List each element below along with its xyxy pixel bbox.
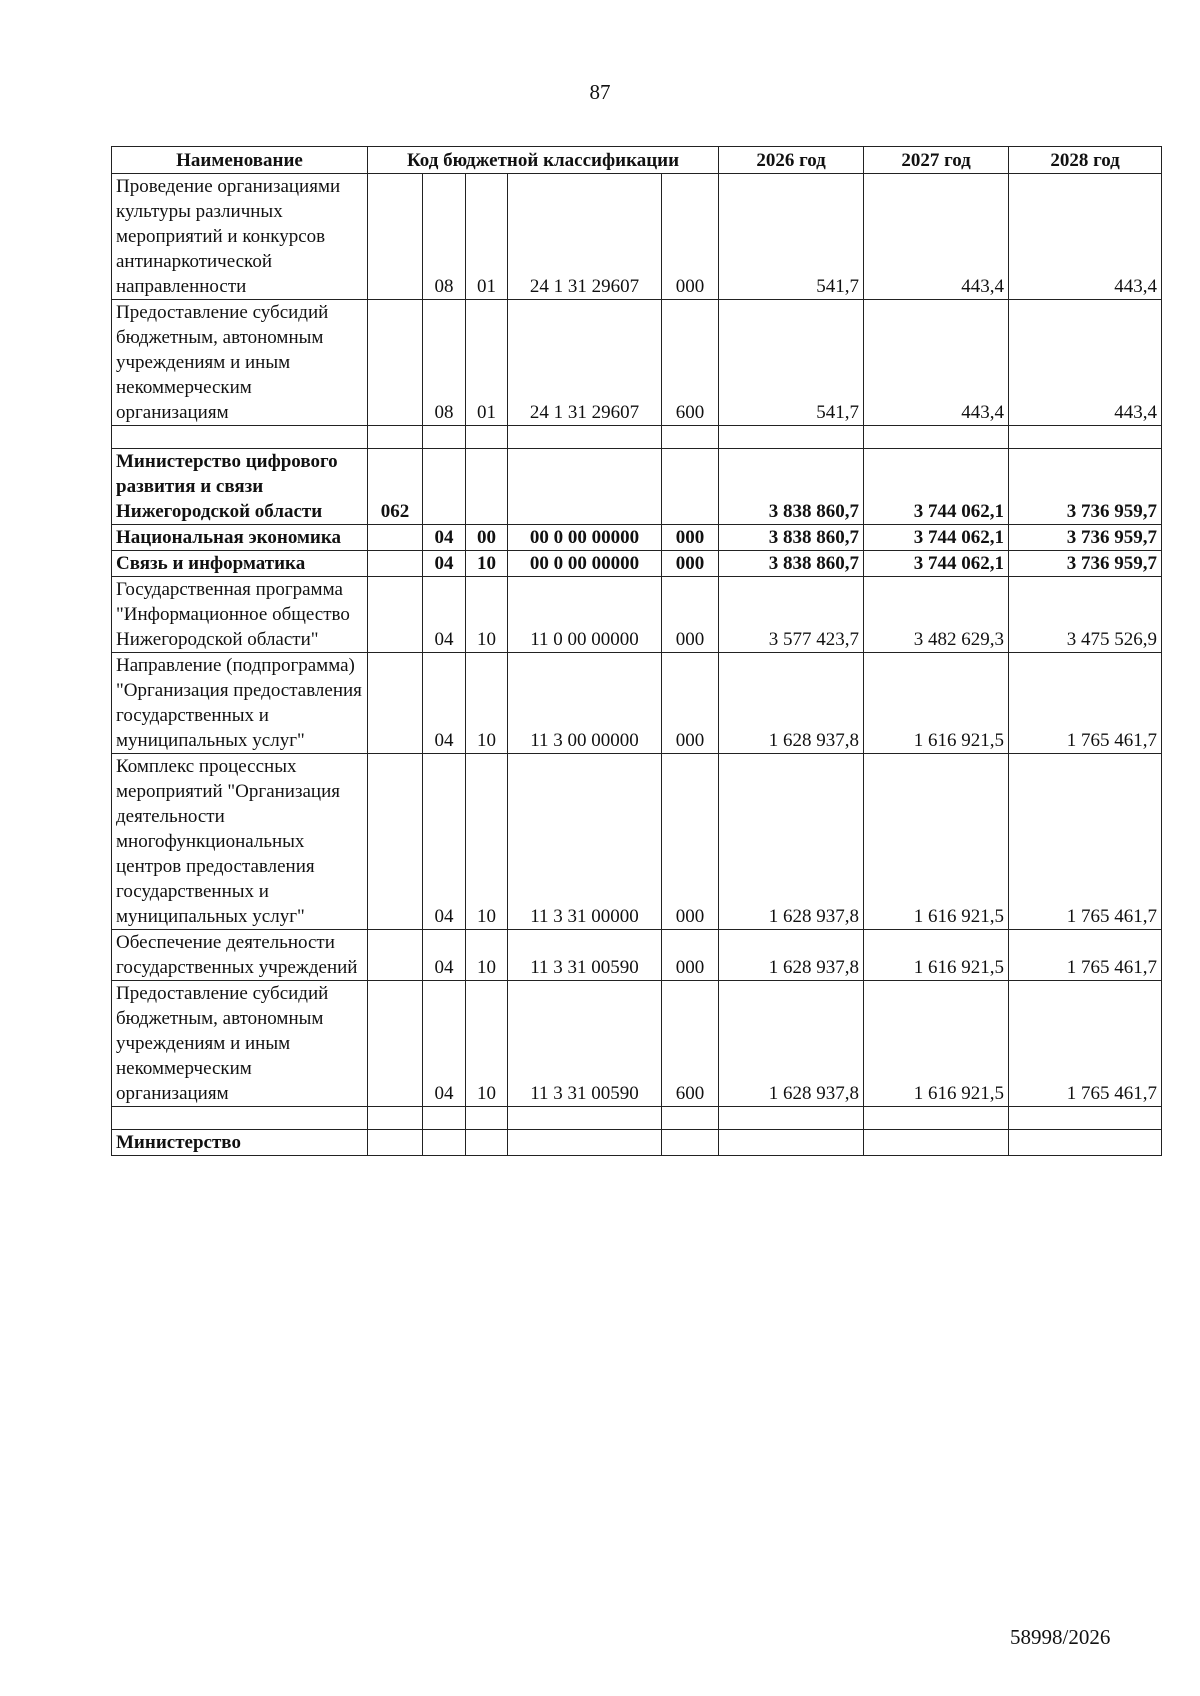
table-row (112, 426, 1162, 449)
row-name (112, 426, 368, 449)
row-subsection-code: 01 (466, 174, 508, 300)
row-section-code (423, 1130, 466, 1156)
row-expense-type: 600 (662, 300, 719, 426)
row-value-2027 (864, 1107, 1009, 1130)
table-row (112, 551, 1162, 577)
row-value-2028: 3 736 959,7 (1009, 449, 1162, 525)
row-value-2028: 3 475 526,9 (1009, 577, 1162, 653)
row-subsection-code: 10 (466, 653, 508, 754)
row-subsection-code (466, 449, 508, 525)
header-name: Наименование (112, 147, 368, 174)
row-name: Национальная экономика (112, 525, 368, 551)
table-row (112, 981, 1162, 1107)
row-grbs-code (368, 426, 423, 449)
row-subsection-code: 00 (466, 525, 508, 551)
row-value-2026: 1 628 937,8 (719, 981, 864, 1107)
row-section-code: 04 (423, 577, 466, 653)
row-section-code: 04 (423, 930, 466, 981)
row-value-2028: 1 765 461,7 (1009, 754, 1162, 930)
budget-table (111, 146, 1162, 1156)
row-expense-type (662, 449, 719, 525)
row-section-code: 04 (423, 981, 466, 1107)
row-target-article (508, 1107, 662, 1130)
row-value-2026: 3 838 860,7 (719, 525, 864, 551)
row-value-2027: 1 616 921,5 (864, 930, 1009, 981)
row-expense-type: 000 (662, 577, 719, 653)
row-target-article (508, 1130, 662, 1156)
row-value-2026 (719, 426, 864, 449)
row-grbs-code (368, 930, 423, 981)
row-grbs-code (368, 174, 423, 300)
row-value-2027: 1 616 921,5 (864, 981, 1009, 1107)
row-target-article: 00 0 00 00000 (508, 551, 662, 577)
header-row (112, 147, 1162, 174)
row-expense-type: 000 (662, 174, 719, 300)
row-value-2026: 1 628 937,8 (719, 653, 864, 754)
row-name: Государственная программа "Информационное общество Нижегородской области" (112, 577, 368, 653)
row-value-2026: 1 628 937,8 (719, 930, 864, 981)
row-name (112, 1107, 368, 1130)
row-section-code: 04 (423, 754, 466, 930)
row-value-2026 (719, 1130, 864, 1156)
row-value-2027: 3 744 062,1 (864, 551, 1009, 577)
document-number: 58998/2026 (1010, 1625, 1111, 1649)
row-section-code (423, 426, 466, 449)
row-value-2026: 541,7 (719, 174, 864, 300)
row-section-code: 08 (423, 174, 466, 300)
row-value-2026: 3 838 860,7 (719, 551, 864, 577)
row-target-article: 11 3 31 00590 (508, 981, 662, 1107)
row-value-2026: 1 628 937,8 (719, 754, 864, 930)
row-value-2028: 443,4 (1009, 300, 1162, 426)
row-target-article (508, 449, 662, 525)
table-row (112, 449, 1162, 525)
row-value-2028: 3 736 959,7 (1009, 525, 1162, 551)
row-value-2027: 3 744 062,1 (864, 525, 1009, 551)
row-value-2028 (1009, 1130, 1162, 1156)
row-value-2027: 1 616 921,5 (864, 754, 1009, 930)
row-target-article: 24 1 31 29607 (508, 300, 662, 426)
row-target-article: 11 0 00 00000 (508, 577, 662, 653)
row-section-code: 04 (423, 525, 466, 551)
row-expense-type: 000 (662, 653, 719, 754)
table-row (112, 577, 1162, 653)
row-value-2028 (1009, 426, 1162, 449)
row-expense-type: 000 (662, 930, 719, 981)
row-name: Комплекс процессных мероприятий "Организация деятельности многофункциональных центров предоставления государственных и муниципальных услуг" (112, 754, 368, 930)
row-expense-type: 000 (662, 754, 719, 930)
row-value-2027: 443,4 (864, 174, 1009, 300)
row-value-2026: 3 577 423,7 (719, 577, 864, 653)
header-2026: 2026 год (719, 147, 864, 174)
row-value-2027 (864, 426, 1009, 449)
row-value-2026: 541,7 (719, 300, 864, 426)
row-expense-type: 600 (662, 981, 719, 1107)
table-row (112, 300, 1162, 426)
table-body (112, 174, 1162, 1156)
row-target-article: 11 3 31 00590 (508, 930, 662, 981)
row-value-2026: 3 838 860,7 (719, 449, 864, 525)
table-row (112, 525, 1162, 551)
row-subsection-code: 10 (466, 551, 508, 577)
row-subsection-code: 10 (466, 577, 508, 653)
row-section-code: 04 (423, 653, 466, 754)
table-row (112, 930, 1162, 981)
row-expense-type: 000 (662, 551, 719, 577)
row-expense-type: 000 (662, 525, 719, 551)
row-value-2027: 443,4 (864, 300, 1009, 426)
row-subsection-code (466, 1130, 508, 1156)
row-subsection-code: 10 (466, 981, 508, 1107)
row-name: Министерство (112, 1130, 368, 1156)
row-name: Предоставление субсидий бюджетным, автономным учреждениям и иным некоммерческим организациям (112, 300, 368, 426)
row-target-article: 11 3 31 00000 (508, 754, 662, 930)
row-grbs-code (368, 300, 423, 426)
row-name: Обеспечение деятельности государственных учреждений (112, 930, 368, 981)
row-name: Направление (подпрограмма) "Организация предоставления государственных и муниципальных услуг" (112, 653, 368, 754)
table-row (112, 1107, 1162, 1130)
row-subsection-code: 01 (466, 300, 508, 426)
table-row (112, 174, 1162, 300)
row-name: Министерство цифрового развития и связи Нижегородской области (112, 449, 368, 525)
row-expense-type (662, 426, 719, 449)
row-subsection-code (466, 1107, 508, 1130)
row-value-2028: 443,4 (1009, 174, 1162, 300)
row-name: Предоставление субсидий бюджетным, автономным учреждениям и иным некоммерческим организациям (112, 981, 368, 1107)
row-value-2028: 1 765 461,7 (1009, 653, 1162, 754)
row-grbs-code (368, 1130, 423, 1156)
row-value-2027: 3 482 629,3 (864, 577, 1009, 653)
row-grbs-code (368, 551, 423, 577)
table-row (112, 1130, 1162, 1156)
row-subsection-code: 10 (466, 930, 508, 981)
row-value-2028: 1 765 461,7 (1009, 930, 1162, 981)
row-section-code (423, 449, 466, 525)
row-value-2027 (864, 1130, 1009, 1156)
table-row (112, 754, 1162, 930)
header-code: Код бюджетной классификации (368, 147, 719, 174)
row-section-code (423, 1107, 466, 1130)
row-name: Проведение организациями культуры различных мероприятий и конкурсов антинаркотической направленности (112, 174, 368, 300)
row-subsection-code: 10 (466, 754, 508, 930)
row-grbs-code (368, 653, 423, 754)
row-grbs-code (368, 1107, 423, 1130)
row-expense-type (662, 1130, 719, 1156)
row-value-2027: 1 616 921,5 (864, 653, 1009, 754)
row-grbs-code: 062 (368, 449, 423, 525)
row-target-article (508, 426, 662, 449)
row-expense-type (662, 1107, 719, 1130)
row-value-2026 (719, 1107, 864, 1130)
row-value-2027: 3 744 062,1 (864, 449, 1009, 525)
row-target-article: 24 1 31 29607 (508, 174, 662, 300)
row-target-article: 00 0 00 00000 (508, 525, 662, 551)
row-value-2028: 1 765 461,7 (1009, 981, 1162, 1107)
row-grbs-code (368, 525, 423, 551)
row-value-2028 (1009, 1107, 1162, 1130)
row-value-2028: 3 736 959,7 (1009, 551, 1162, 577)
row-grbs-code (368, 577, 423, 653)
row-name: Связь и информатика (112, 551, 368, 577)
row-grbs-code (368, 981, 423, 1107)
header-2027: 2027 год (864, 147, 1009, 174)
row-section-code: 08 (423, 300, 466, 426)
row-section-code: 04 (423, 551, 466, 577)
row-subsection-code (466, 426, 508, 449)
table-row (112, 653, 1162, 754)
row-target-article: 11 3 00 00000 (508, 653, 662, 754)
header-2028: 2028 год (1009, 147, 1162, 174)
page-number: 87 (589, 80, 611, 104)
row-grbs-code (368, 754, 423, 930)
